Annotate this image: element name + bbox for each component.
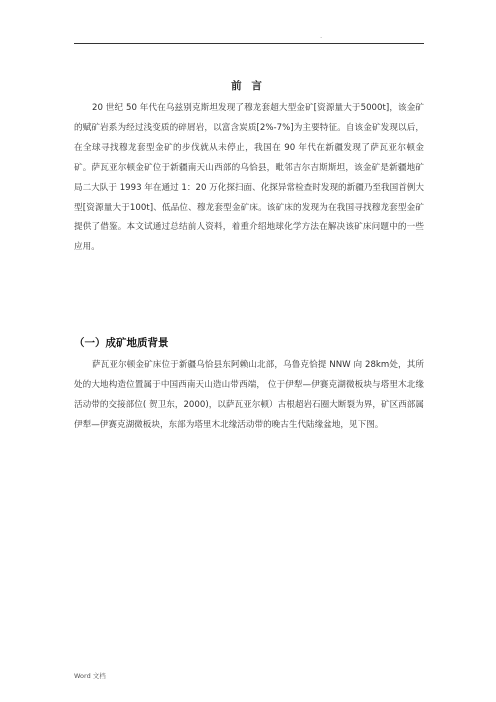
intro-paragraph: 20 世纪 50 年代在乌兹别克斯坦发现了穆龙套超大型金矿[资源量大于5000t]，该金矿的赋矿岩系为经过浅变质的碎屑岩，以富含炭质[2%-7%]为主要特征。自该金矿发现以后，在全球寻找穆龙套型金矿的步伐就从未停止，我国在 90 年代在新疆发现了萨瓦亚尔顿金矿。萨瓦亚尔顿金矿位于新疆南天山西部的乌恰县，毗邻吉尔吉斯斯坦，该金矿是新疆地矿局二大队于 1993 年在通过 1：20 万化探扫面、化探异常检查时发现的新疆乃至我国首例大型[资源量大于100t]、低品位、穆龙套型金矿床。该矿床的发现为在我国寻找穆龙套型金矿提供了借鉴。本文试通过总结前人资料，着重介绍地球化学方法在解决该矿床问题中的一些应用。	[74, 103, 424, 253]
header-mark: .	[320, 32, 323, 40]
page-title: 前 言	[231, 80, 265, 92]
header-rule	[74, 43, 424, 44]
geology-paragraph: 萨瓦亚尔顿金矿床位于新疆乌恰县东阿赖山北部，乌鲁克恰提 NNW 向 28km处，其所处的大地构造位置属于中国西南天山造山带西端， 位于伊犁—伊赛克湖微板块与塔里木北缘活动带的交接部位( 贺卫东，2000)，以萨瓦亚尔顿）古根超岩石圈大断裂为界，矿区西部属伊犁—伊赛克湖微板块，东部为塔里木北缘活动带的晚古生代陆缘盆地，见下图。	[74, 360, 424, 430]
section-heading: （一）成矿地质背景	[74, 337, 169, 349]
footer-label: Word 文档	[74, 672, 106, 680]
